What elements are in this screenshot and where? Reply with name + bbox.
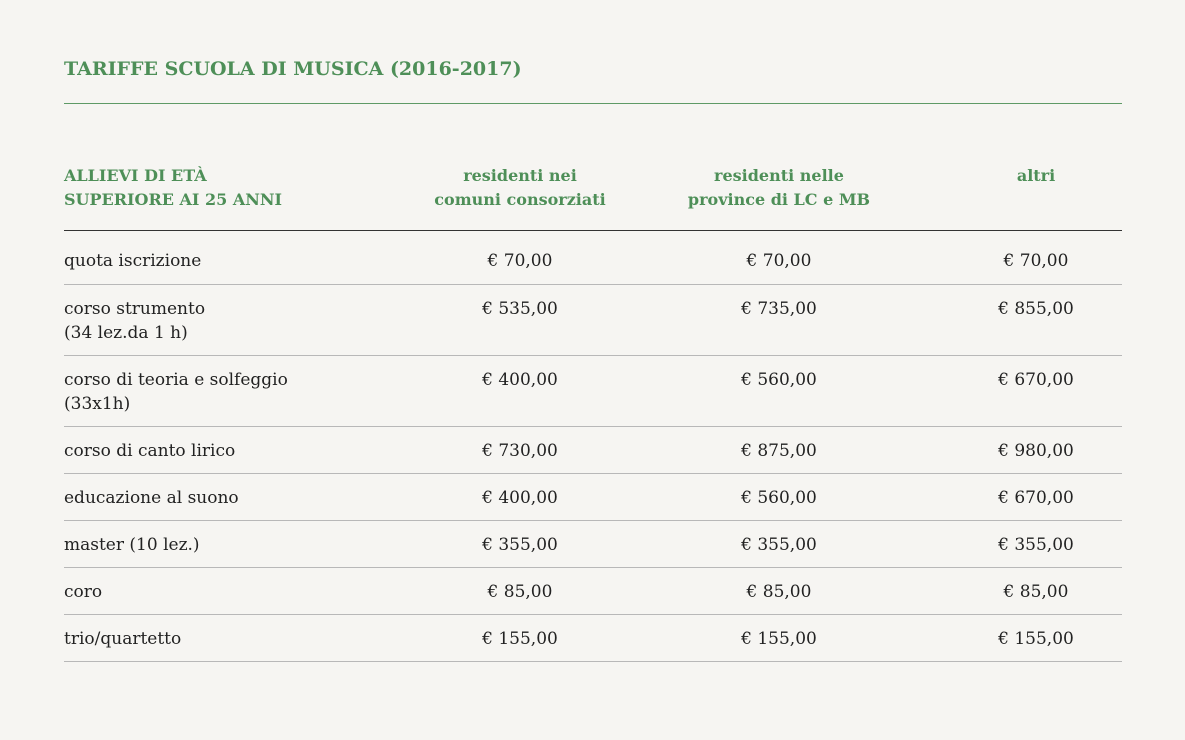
price-residents-provinces: € 560,00 — [741, 370, 817, 390]
page-title: TARIFFE SCUOLA DI MUSICA (2016-2017) — [64, 58, 522, 80]
table-header-row — [64, 164, 1122, 231]
price-others: € 155,00 — [998, 629, 1074, 649]
price-others: € 670,00 — [998, 370, 1074, 390]
row-label-line: coro — [64, 582, 103, 602]
price-residents-consortium: € 400,00 — [482, 370, 558, 390]
price-residents-provinces: € 560,00 — [741, 488, 817, 508]
price-residents-consortium: € 85,00 — [487, 582, 553, 602]
tariff-table — [64, 164, 1122, 662]
price-others: € 355,00 — [998, 535, 1074, 555]
row-label — [64, 533, 200, 557]
price-others: € 70,00 — [1003, 251, 1069, 271]
header-residents-provinces-line-1: residenti nelle — [714, 166, 844, 185]
price-residents-consortium: € 730,00 — [482, 441, 558, 461]
row-label-line: (33x1h) — [64, 394, 131, 414]
table-row — [64, 568, 1122, 615]
table-row — [64, 285, 1122, 356]
row-label-line: (34 lez.da 1 h) — [64, 323, 188, 343]
header-others-line-1: altri — [1016, 166, 1056, 185]
table-row — [64, 474, 1122, 521]
header-residents-provinces — [659, 164, 899, 212]
row-label-line: trio/quartetto — [64, 629, 182, 649]
row-label-line: corso di teoria e solfeggio — [64, 370, 288, 390]
row-label — [64, 580, 102, 604]
price-residents-consortium: € 400,00 — [482, 488, 558, 508]
header-residents-consortium-line-1: residenti nei — [463, 166, 577, 185]
row-label — [64, 249, 201, 273]
header-residents-consortium-line-2: comuni consorziati — [434, 190, 606, 209]
price-residents-provinces: € 70,00 — [746, 251, 812, 271]
price-residents-consortium: € 70,00 — [487, 251, 553, 271]
header-age-group-line-2: SUPERIORE AI 25 ANNI — [64, 190, 282, 209]
table-row — [64, 615, 1122, 662]
header-residents-consortium — [400, 164, 640, 212]
row-label-line: educazione al suono — [64, 488, 239, 508]
row-label — [64, 439, 235, 463]
price-residents-consortium: € 535,00 — [482, 299, 558, 319]
row-label — [64, 297, 205, 345]
price-others: € 670,00 — [998, 488, 1074, 508]
row-label — [64, 627, 181, 651]
row-label-line: master (10 lez.) — [64, 535, 200, 555]
row-label — [64, 368, 288, 416]
header-others — [916, 164, 1156, 188]
header-residents-provinces-line-2: province di LC e MB — [687, 190, 871, 209]
price-residents-provinces: € 355,00 — [741, 535, 817, 555]
row-label-line: corso di canto lirico — [64, 441, 236, 461]
price-residents-consortium: € 155,00 — [482, 629, 558, 649]
table-row — [64, 521, 1122, 568]
price-others: € 85,00 — [1003, 582, 1069, 602]
title-divider — [64, 103, 1122, 104]
header-age-group-line-1: ALLIEVI DI ETÀ — [64, 166, 207, 185]
price-residents-provinces: € 875,00 — [741, 441, 817, 461]
header-age-group — [64, 164, 282, 212]
row-label-line: quota iscrizione — [64, 251, 202, 271]
table-row — [64, 231, 1122, 285]
row-label — [64, 486, 239, 510]
price-others: € 980,00 — [998, 441, 1074, 461]
price-residents-provinces: € 735,00 — [741, 299, 817, 319]
price-others: € 855,00 — [998, 299, 1074, 319]
price-residents-provinces: € 155,00 — [741, 629, 817, 649]
price-residents-consortium: € 355,00 — [482, 535, 558, 555]
row-label-line: corso strumento — [64, 299, 206, 319]
table-row — [64, 356, 1122, 427]
price-residents-provinces: € 85,00 — [746, 582, 812, 602]
table-row — [64, 427, 1122, 474]
